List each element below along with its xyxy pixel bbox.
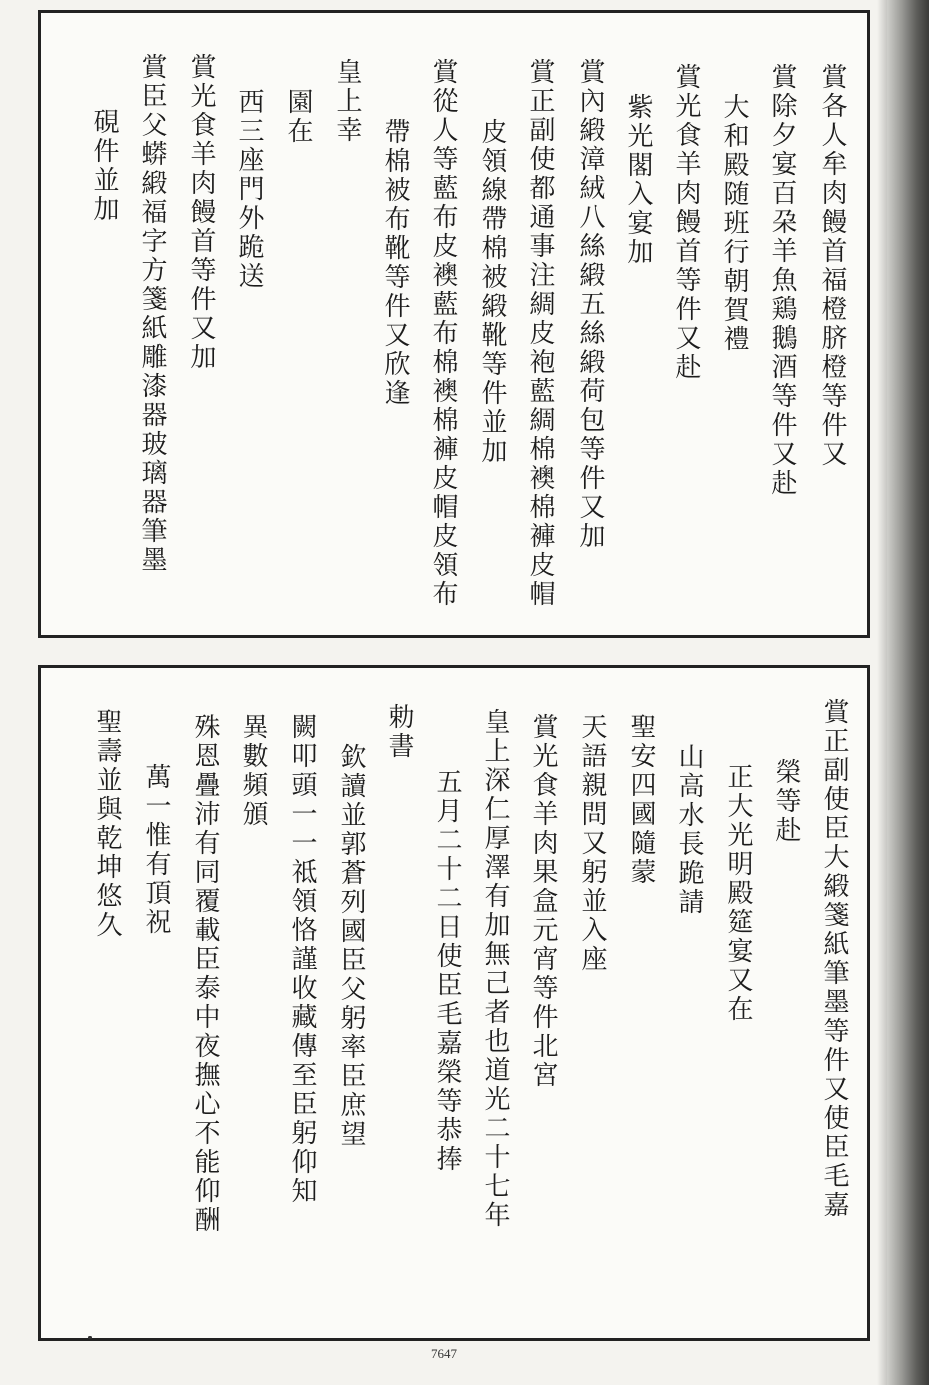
print-speck [88,1336,92,1339]
bottom-text-panel [38,665,870,1341]
bottom-column-6: 天語親問又躬並入座 [577,713,607,974]
top-column-3: 大和殿随班行朝賀禮 [719,93,749,354]
top-column-11: 皇上幸 [332,58,362,145]
bottom-column-9: 五月二十二日使臣毛嘉榮等恭捧 [432,768,462,1174]
top-column-10: 帶棉被布靴等件又欣逢 [380,118,410,408]
bottom-column-1: 賞正副使臣大緞箋紙筆墨等件又使臣毛嘉 [819,698,849,1220]
top-column-16: 硯件並加 [89,108,119,224]
top-column-6: 賞內緞漳絨八絲緞五絲緞荷包等件又加 [575,58,605,551]
top-column-13: 西三座門外跪送 [234,88,264,291]
page-number: 7647 [431,1346,457,1361]
top-column-5: 紫光閣入宴加 [623,93,653,267]
bottom-column-3: 正大光明殿筵宴又在 [723,763,753,1024]
bottom-column-15: 萬一惟有頂祝 [141,763,171,937]
top-column-1: 賞各人牟肉饅首福橙脐橙等件又 [817,63,847,469]
top-column-7: 賞正副使都通事注綢皮袍藍綢棉襖棉褲皮帽 [525,58,555,609]
bottom-column-10: 勅書 [384,703,414,761]
top-column-4: 賞光食羊肉饅首等件又赴 [671,63,701,382]
bottom-column-14: 殊恩疊沛有同覆載臣泰中夜撫心不能仰酬 [190,713,220,1235]
bottom-column-2: 榮等赴 [771,758,801,845]
top-column-9: 賞從人等藍布皮襖藍布棉襖棉褲皮帽皮領布 [428,58,458,609]
top-column-2: 賞除夕宴百朶羊魚鶏鵝酒等件又赴 [767,63,797,498]
bottom-column-16: 聖壽並與乾坤悠久 [92,708,122,940]
bottom-column-5: 聖安四國隨蒙 [626,713,656,887]
bottom-column-12: 闕叩頭一一祗領恪謹收藏傳至臣躬仰知 [287,713,317,1206]
bottom-column-11: 欽讀並郭蒼列國臣父躬率臣庶望 [336,743,366,1149]
top-column-15: 賞臣父蟒緞福字方箋紙雕漆器玻璃器筆墨 [137,53,167,575]
bottom-column-7: 賞光食羊肉果盒元宵等件北宮 [528,713,558,1090]
bottom-column-13: 異數頻頒 [238,713,268,829]
top-column-14: 賞光食羊肉饅首等件又加 [186,53,216,372]
bottom-column-4: 山高水長跪請 [674,743,704,917]
bottom-column-8: 皇上深仁厚澤有加無己者也道光二十七年 [480,708,510,1230]
top-column-8: 皮領線帶棉被緞靴等件並加 [477,118,507,466]
book-spine-shadow [887,0,929,1385]
top-text-panel [38,10,870,638]
page-gutter-shadow [877,0,887,1385]
top-column-12: 園在 [283,88,313,146]
